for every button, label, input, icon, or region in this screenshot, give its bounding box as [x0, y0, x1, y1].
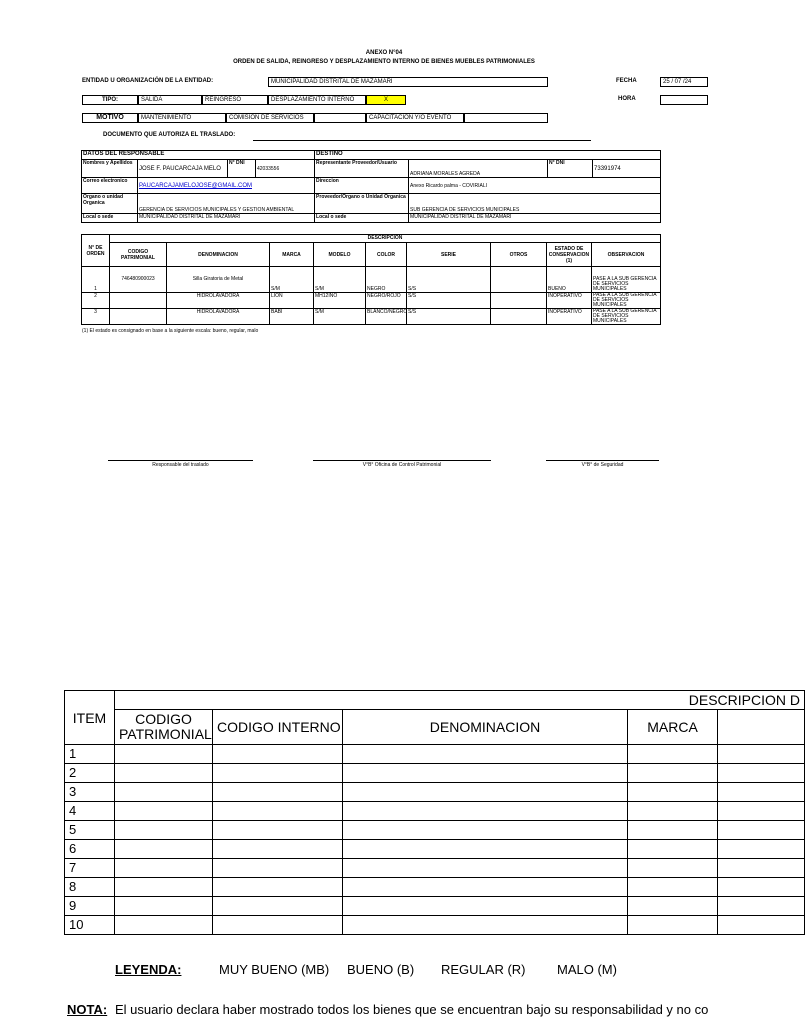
responsable-organo[interactable]: GERENCIA DE SERVICIOS MUNICIPALES Y GESTION AMBIENTAL: [138, 194, 315, 214]
item-number: 3: [65, 783, 115, 802]
cell[interactable]: [718, 916, 805, 935]
cell-estado[interactable]: INOPERATIVO: [547, 293, 592, 309]
destino-prov[interactable]: SUB GERENCIA DE SERVICIOS MUNICIPALES: [409, 194, 661, 214]
cell-otros[interactable]: [491, 293, 547, 309]
signature-line-responsable[interactable]: [108, 460, 253, 461]
cell-denominacion[interactable]: HIDROLAVADORA: [167, 309, 270, 325]
cell[interactable]: [343, 802, 628, 821]
cell[interactable]: [718, 878, 805, 897]
cell[interactable]: [115, 840, 213, 859]
cell[interactable]: [115, 802, 213, 821]
cell[interactable]: [213, 745, 343, 764]
dest-dni-label: N° DNI: [548, 160, 593, 178]
signature-line-seguridad[interactable]: [546, 460, 659, 461]
cell[interactable]: [628, 783, 718, 802]
cell-observacion[interactable]: PASE A LA SUB GERENCIA DE SERVICIOS MUNICIPALES: [592, 309, 661, 325]
fecha-label: FECHA: [616, 78, 637, 84]
responsable-local[interactable]: MUNICIPALIDAD DISTRITAL DE MAZAMARI: [138, 214, 315, 223]
cell-marca[interactable]: BABI: [270, 309, 314, 325]
cell-denominacion[interactable]: Silla Giratoria de Metal: [167, 267, 270, 293]
cell[interactable]: [343, 783, 628, 802]
cell[interactable]: [213, 859, 343, 878]
item-number: 1: [65, 745, 115, 764]
organo-label: Organo o unidad Organica: [82, 194, 138, 214]
cell-modelo[interactable]: MH12INO: [314, 293, 366, 309]
table-row: [82, 267, 661, 293]
legend-mb: MUY BUENO (MB): [219, 962, 330, 977]
cell[interactable]: [213, 783, 343, 802]
cell[interactable]: [343, 897, 628, 916]
motivo-mantenimiento[interactable]: MANTENIMIENTO: [138, 113, 226, 123]
cell[interactable]: [718, 764, 805, 783]
responsable-section-title: DATOS DEL RESPONSABLE: [82, 151, 315, 160]
fecha-field[interactable]: 25 / 07 /24: [660, 77, 708, 87]
table-row: [82, 309, 661, 325]
table-row: [65, 802, 805, 821]
cell[interactable]: [213, 764, 343, 783]
col-item: ITEM: [65, 691, 115, 745]
col-codigo-patrimonial: CODIGO PATRIMONIAL: [115, 710, 213, 745]
signature-label-control: V°B° Oficina de Control Patrimonial: [362, 462, 442, 468]
names-label: Nombres y Apellidos: [82, 160, 138, 178]
col-denominacion: DENOMINACION: [167, 243, 270, 267]
table-row: [65, 783, 805, 802]
cell[interactable]: [718, 859, 805, 878]
cell[interactable]: [718, 897, 805, 916]
cell-orden[interactable]: 1: [82, 267, 110, 293]
legend-m: MALO (M): [557, 962, 617, 977]
cell-denominacion[interactable]: HIDROLAVADORA: [167, 293, 270, 309]
destino-dir[interactable]: Anexo Ricardo palma - COVIRIALI: [409, 178, 661, 194]
table-row: [65, 897, 805, 916]
col-marca-big: MARCA: [628, 710, 718, 745]
tipo-label: TIPO:: [82, 95, 138, 105]
col-estado: ESTADO DE CONSERVACION (1): [547, 243, 592, 267]
resp-dni-label: N° DNI: [228, 160, 256, 178]
destino-section-title: DESTINO: [315, 151, 661, 160]
cell[interactable]: [213, 897, 343, 916]
cell[interactable]: [343, 821, 628, 840]
cell[interactable]: [343, 764, 628, 783]
dest-local-label: Local o sede: [315, 214, 409, 223]
cell-marca[interactable]: LION: [270, 293, 314, 309]
cell-observacion[interactable]: PASE A LA SUB GERENCIA DE SERVICIOS MUNICIPALES: [592, 293, 661, 309]
cell[interactable]: [115, 916, 213, 935]
tipo-selected-mark[interactable]: X: [366, 95, 406, 105]
cell[interactable]: [115, 821, 213, 840]
cell[interactable]: [628, 745, 718, 764]
cell[interactable]: [718, 783, 805, 802]
cell-orden[interactable]: 3: [82, 309, 110, 325]
descripcion-header: DESCRIPCION: [110, 235, 661, 243]
legend-r: REGULAR (R): [441, 962, 526, 977]
descripcion-header-big: DESCRIPCION D: [115, 691, 805, 710]
email-cell: [138, 178, 315, 194]
cell[interactable]: [343, 840, 628, 859]
col-color: COLOR: [366, 243, 407, 267]
cell[interactable]: [628, 878, 718, 897]
documento-label: DOCUMENTO QUE AUTORIZA EL TRASLADO:: [103, 132, 236, 138]
responsable-dni[interactable]: 42033556: [256, 160, 315, 178]
item-number: 7: [65, 859, 115, 878]
cell[interactable]: [628, 840, 718, 859]
cell-color[interactable]: BLANCO/NEGRO: [366, 309, 407, 325]
table-row: [65, 821, 805, 840]
cell-serie[interactable]: S/S: [407, 293, 491, 309]
cell[interactable]: [213, 916, 343, 935]
item-number: 4: [65, 802, 115, 821]
cell[interactable]: [718, 802, 805, 821]
cell[interactable]: [115, 745, 213, 764]
cell-color[interactable]: NEGRO/ROJO: [366, 293, 407, 309]
cell-modelo[interactable]: S/M: [314, 267, 366, 293]
inventory-table-wrapper: [64, 690, 800, 944]
tipo-salida[interactable]: SALIDA: [138, 95, 202, 105]
cell[interactable]: [115, 897, 213, 916]
item-number: 10: [65, 916, 115, 935]
legend-label: LEYENDA:: [115, 962, 182, 977]
table-row: [65, 916, 805, 935]
col-otros: OTROS: [491, 243, 547, 267]
entity-label: ENTIDAD U ORGANIZACIÓN DE LA ENTIDAD:: [82, 78, 214, 84]
cell-codigo[interactable]: [110, 293, 167, 309]
table-row: [65, 840, 805, 859]
inventory-table: [64, 690, 805, 935]
signature-line-control[interactable]: [313, 460, 491, 461]
item-number: 5: [65, 821, 115, 840]
hora-label: HORA: [618, 96, 636, 102]
destino-rep[interactable]: ADRIANA MORALES AGREDA: [409, 160, 548, 178]
cell[interactable]: [718, 840, 805, 859]
cell[interactable]: [343, 859, 628, 878]
cell[interactable]: [628, 764, 718, 783]
cell[interactable]: [343, 878, 628, 897]
resp-local-label: Local o sede: [82, 214, 138, 223]
cell[interactable]: [115, 878, 213, 897]
table-row: [65, 745, 805, 764]
motivo-label: MOTIVO: [82, 113, 138, 123]
item-number: 6: [65, 840, 115, 859]
cell[interactable]: [628, 897, 718, 916]
item-number: 2: [65, 764, 115, 783]
cell-estado[interactable]: BUENO: [547, 267, 592, 293]
table-row: [65, 764, 805, 783]
motivo-blank[interactable]: [314, 113, 366, 123]
responsable-names[interactable]: JOSE F. PAUCARCAJA MELO: [138, 160, 228, 178]
prov-label: Proveedor/Organo o Unidad Organica: [315, 194, 409, 214]
tipo-desplazamiento[interactable]: DESPLAZAMIENTO INTERNO: [268, 95, 366, 105]
cell[interactable]: [115, 859, 213, 878]
cell[interactable]: [718, 745, 805, 764]
cell-observacion[interactable]: PASE A LA SUB GERENCIA DE SERVICIOS MUNICIPALES: [592, 267, 661, 293]
motivo-comision[interactable]: COMISION DE SERVICIOS: [226, 113, 314, 123]
motivo-capacitacion[interactable]: CAPACITACION Y/O EVENTO: [366, 113, 464, 123]
annex-number: ANEXO N°04: [365, 50, 403, 56]
cell[interactable]: [213, 878, 343, 897]
destino-local[interactable]: MUNICIPALIDAD DISTRITAL DE MAZAMARI: [409, 214, 661, 223]
rep-label: Representante Proveedor/Usuario: [315, 160, 409, 178]
cell[interactable]: [115, 783, 213, 802]
responsable-email[interactable]: PAUCARCAJAMELOJOSE@GMAIL.COM: [139, 182, 252, 189]
motivo-blank-2[interactable]: [464, 113, 548, 123]
col-denominacion-big: DENOMINACION: [343, 710, 628, 745]
legend-b: BUENO (B): [347, 962, 415, 977]
responsable-destino-table: [81, 150, 661, 223]
signature-label-seguridad: V°B° de Seguridad: [581, 462, 624, 468]
email-label: Correo electronico: [82, 178, 138, 194]
col-orden: N° DE ORDEN: [82, 235, 110, 267]
cell-codigo[interactable]: [110, 309, 167, 325]
cell-serie[interactable]: S/S: [407, 267, 491, 293]
cell[interactable]: [628, 802, 718, 821]
hora-field[interactable]: [660, 95, 708, 105]
entity-value[interactable]: MUNICIPALIDAD DISTRITAL DE MAZAMARI: [268, 77, 548, 87]
destino-dni[interactable]: 73391974: [593, 160, 661, 178]
cell-estado[interactable]: INOPERATIVO: [547, 309, 592, 325]
signature-label-responsable: Responsable del traslado: [152, 462, 209, 468]
cell[interactable]: [343, 916, 628, 935]
cell-orden[interactable]: 2: [82, 293, 110, 309]
cell[interactable]: [628, 821, 718, 840]
cell[interactable]: [628, 859, 718, 878]
footnote: (1) El estado es consignado en base a la siguiente escala: bueno, regular, malo: [82, 328, 259, 334]
cell[interactable]: [343, 745, 628, 764]
table-row: [65, 859, 805, 878]
items-table: [81, 234, 661, 325]
cell-modelo[interactable]: S/M: [314, 309, 366, 325]
cell[interactable]: [213, 821, 343, 840]
form-title: ORDEN DE SALIDA, REINGRESO Y DESPLAZAMIENTO INTERNO DE BIENES MUEBLES PATRIMONIALES: [233, 59, 535, 65]
cell-color[interactable]: NEGRO: [366, 267, 407, 293]
item-number: 9: [65, 897, 115, 916]
col-serie: SERIE: [407, 243, 491, 267]
cell-codigo[interactable]: 746480900023: [110, 267, 167, 293]
col-modelo: MODELO: [314, 243, 366, 267]
col-codigo: CODIGO PATRIMONIAL: [110, 243, 167, 267]
table-row: [82, 293, 661, 309]
documento-line[interactable]: [253, 140, 591, 141]
cell[interactable]: [115, 764, 213, 783]
cell-otros[interactable]: [491, 267, 547, 293]
item-number: 8: [65, 878, 115, 897]
col-observacion: OBSERVACION: [592, 243, 661, 267]
tipo-reingreso[interactable]: REINGRESO: [202, 95, 268, 105]
cell-serie[interactable]: S/S: [407, 309, 491, 325]
table-row: [65, 878, 805, 897]
cell[interactable]: [213, 802, 343, 821]
nota-label: NOTA:: [67, 1002, 108, 1017]
cell-marca[interactable]: S/M: [270, 267, 314, 293]
col-codigo-interno: CODIGO INTERNO: [213, 710, 343, 745]
dir-label: Direccion: [315, 178, 409, 194]
cell[interactable]: [628, 916, 718, 935]
col-extra: [718, 710, 805, 745]
nota-text: El usuario declara haber mostrado todos los bienes que se encuentran bajo su responsabilidad y no co: [115, 1002, 709, 1017]
cell[interactable]: [213, 840, 343, 859]
cell[interactable]: [718, 821, 805, 840]
cell-otros[interactable]: [491, 309, 547, 325]
col-marca: MARCA: [270, 243, 314, 267]
